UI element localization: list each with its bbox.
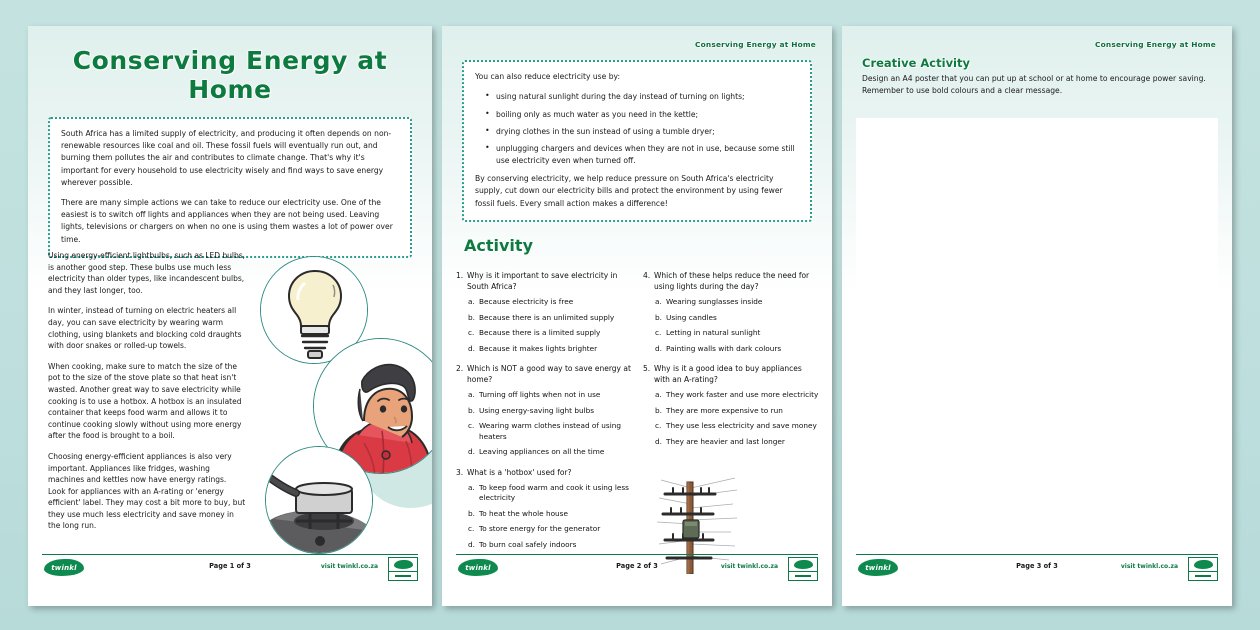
- option[interactable]: c. To store energy for the generator: [468, 524, 601, 533]
- option[interactable]: c. They use less electricity and save money: [655, 421, 817, 430]
- question-text: Why is it a good idea to buy appliances with an A-rating?: [654, 364, 802, 384]
- option[interactable]: b. They are more expensive to run: [655, 405, 783, 415]
- poster-writing-area[interactable]: [856, 118, 1218, 540]
- page-title: Conserving Energy at Home: [72, 46, 388, 104]
- page1-body-text: [48, 250, 246, 541]
- worksheet-page-3: [842, 26, 1232, 606]
- option[interactable]: a. Turning off lights when not in use: [468, 390, 601, 399]
- pot-on-stove-illustration: [265, 446, 373, 554]
- creative-activity-line-2: Remember to use bold colours and a clear message.: [862, 86, 1063, 96]
- twinkl-seal-icon: [388, 557, 418, 581]
- intro-paragraph-2: There are many simple actions we can take to reduce our electricity use. One of the easiest is to switch off lights and appliances when they are not being used. Leaving lights, televisions or chargers on when no one is using them wastes a lot of power over time.: [61, 198, 393, 244]
- option[interactable]: c. Wearing warm clothes instead of using heaters: [468, 421, 621, 441]
- list-item: • using natural sunlight during the day instead of turning on lights;: [485, 91, 799, 102]
- question-2: [456, 363, 633, 458]
- question-text: Which of these helps reduce the need for using lights during the day?: [654, 271, 810, 291]
- tips-closing: By conserving electricity, we help reduce pressure on South Africa's electricity supply, cut down our electricity bills and protect the environment by using fewer fossil fuels. Every small action makes a difference!: [475, 174, 783, 208]
- intro-paragraph-1: South Africa has a limited supply of electricity, and producing it often depends on non-renewable resources like coal and oil. These fossil fuels will eventually run out, and burning them pollutes the air and contributes to climate change. That's why it's important for every household to use electricity wisely and find ways to save energy wherever possible.: [61, 129, 392, 187]
- option[interactable]: d. To burn coal safely indoors: [468, 539, 577, 549]
- option[interactable]: c. Because there is a limited supply: [468, 328, 601, 337]
- question-number: 2.: [456, 364, 464, 373]
- visit-url: visit twinkl.co.za: [1120, 563, 1178, 570]
- question-5: [643, 363, 820, 447]
- page-number: Page 3 of 3: [1016, 562, 1058, 570]
- option[interactable]: d. Because it makes lights brighter: [468, 343, 598, 353]
- page2-footer: [456, 554, 818, 584]
- worksheet-page-1: [28, 26, 432, 606]
- question-column-left: [456, 270, 633, 559]
- body-paragraph-3: When cooking, make sure to match the size of the pot to the size of the stove plate so that heat isn't wasted. Another great way to save electricity while cooking is to use a hotbox. A hotbox is an insulated container that keeps food warm and allows it to continue cooking slowly without using more energy after the food is brought to a boil.: [48, 361, 242, 441]
- twinkl-logo: twinkl: [458, 559, 498, 576]
- option[interactable]: b. To heat the whole house: [468, 508, 568, 518]
- creative-activity-line-1: Design an A4 poster that you can put up at school or at home to encourage power saving.: [862, 74, 1206, 83]
- option[interactable]: b. Because there is an unlimited supply: [468, 312, 615, 322]
- page1-footer: [42, 554, 418, 584]
- question-4: [643, 270, 820, 354]
- page-number: Page 2 of 3: [616, 562, 658, 570]
- option[interactable]: d. Leaving appliances on all the time: [468, 447, 605, 456]
- option[interactable]: a. They work faster and use more electricity: [655, 390, 819, 399]
- option[interactable]: b. Using energy-saving light bulbs: [468, 405, 595, 415]
- question-number: 5.: [643, 364, 651, 373]
- creative-activity-heading: Creative Activity: [862, 56, 970, 70]
- worksheet-page-2: [442, 26, 832, 606]
- option[interactable]: b. Using candles: [655, 312, 717, 322]
- tips-box: [462, 60, 812, 222]
- page3-footer: [856, 554, 1218, 584]
- question-text: Why is it important to save electricity in South Africa?: [467, 271, 618, 291]
- twinkl-seal-icon: [1188, 557, 1218, 581]
- body-paragraph-4: Choosing energy-efficient appliances is also very important. Appliances like fridges, washing machines and kettles now have energy ratings. Look for appliances with an A-rating or 'energy efficient' label. They may cost a bit more to buy, but they use much less electricity and save money in the long run.: [48, 451, 246, 531]
- list-item: • boiling only as much water as you need in the kettle;: [485, 109, 799, 120]
- twinkl-seal-icon: [788, 557, 818, 581]
- page-number: Page 1 of 3: [209, 562, 251, 570]
- question-number: 1.: [456, 271, 464, 280]
- activity-heading: Activity: [464, 235, 533, 255]
- question-1: [456, 270, 633, 354]
- question-columns: [456, 270, 820, 559]
- option[interactable]: a. Because electricity is free: [468, 297, 574, 306]
- question-number: 4.: [643, 271, 651, 280]
- option[interactable]: a. To keep food warm and cook it using less electricity: [468, 482, 629, 502]
- visit-url: visit twinkl.co.za: [720, 563, 778, 570]
- body-paragraph-1: Using energy-efficient lightbulbs, such as LED bulbs, is another good step. These bulbs use much less electricity than older types, like incandescent bulbs, and they last longer, too.: [48, 251, 246, 295]
- intro-box: [48, 117, 412, 258]
- corner-title: Conserving Energy at Home: [694, 40, 816, 49]
- question-3: [456, 467, 633, 551]
- question-number: 3.: [456, 467, 464, 477]
- question-text: What is a 'hotbox' used for?: [467, 467, 572, 477]
- option[interactable]: a. Wearing sunglasses inside: [655, 297, 763, 306]
- visit-url: visit twinkl.co.za: [320, 563, 378, 570]
- body-paragraph-2: In winter, instead of turning on electric heaters all day, you can save electricity by wearing warm clothing, using blankets and blocking cold draughts with door snakes or rolled-up towels.: [48, 306, 242, 351]
- corner-title: Conserving Energy at Home: [1094, 40, 1216, 49]
- option[interactable]: c. Letting in natural sunlight: [655, 328, 761, 337]
- tips-bullet-list: [485, 91, 799, 166]
- option[interactable]: d. They are heavier and last longer: [655, 436, 785, 446]
- twinkl-logo: twinkl: [858, 559, 898, 576]
- twinkl-logo: twinkl: [44, 559, 84, 576]
- list-item: • unplugging chargers and devices when they are not in use, because some still use electricity even when turned off.: [485, 143, 799, 166]
- list-item: • drying clothes in the sun instead of using a tumble dryer;: [485, 126, 799, 137]
- question-text: Which is NOT a good way to save energy at home?: [467, 364, 631, 384]
- tips-lead-in: You can also reduce electricity use by:: [475, 72, 621, 81]
- option[interactable]: d. Painting walls with dark colours: [655, 343, 782, 353]
